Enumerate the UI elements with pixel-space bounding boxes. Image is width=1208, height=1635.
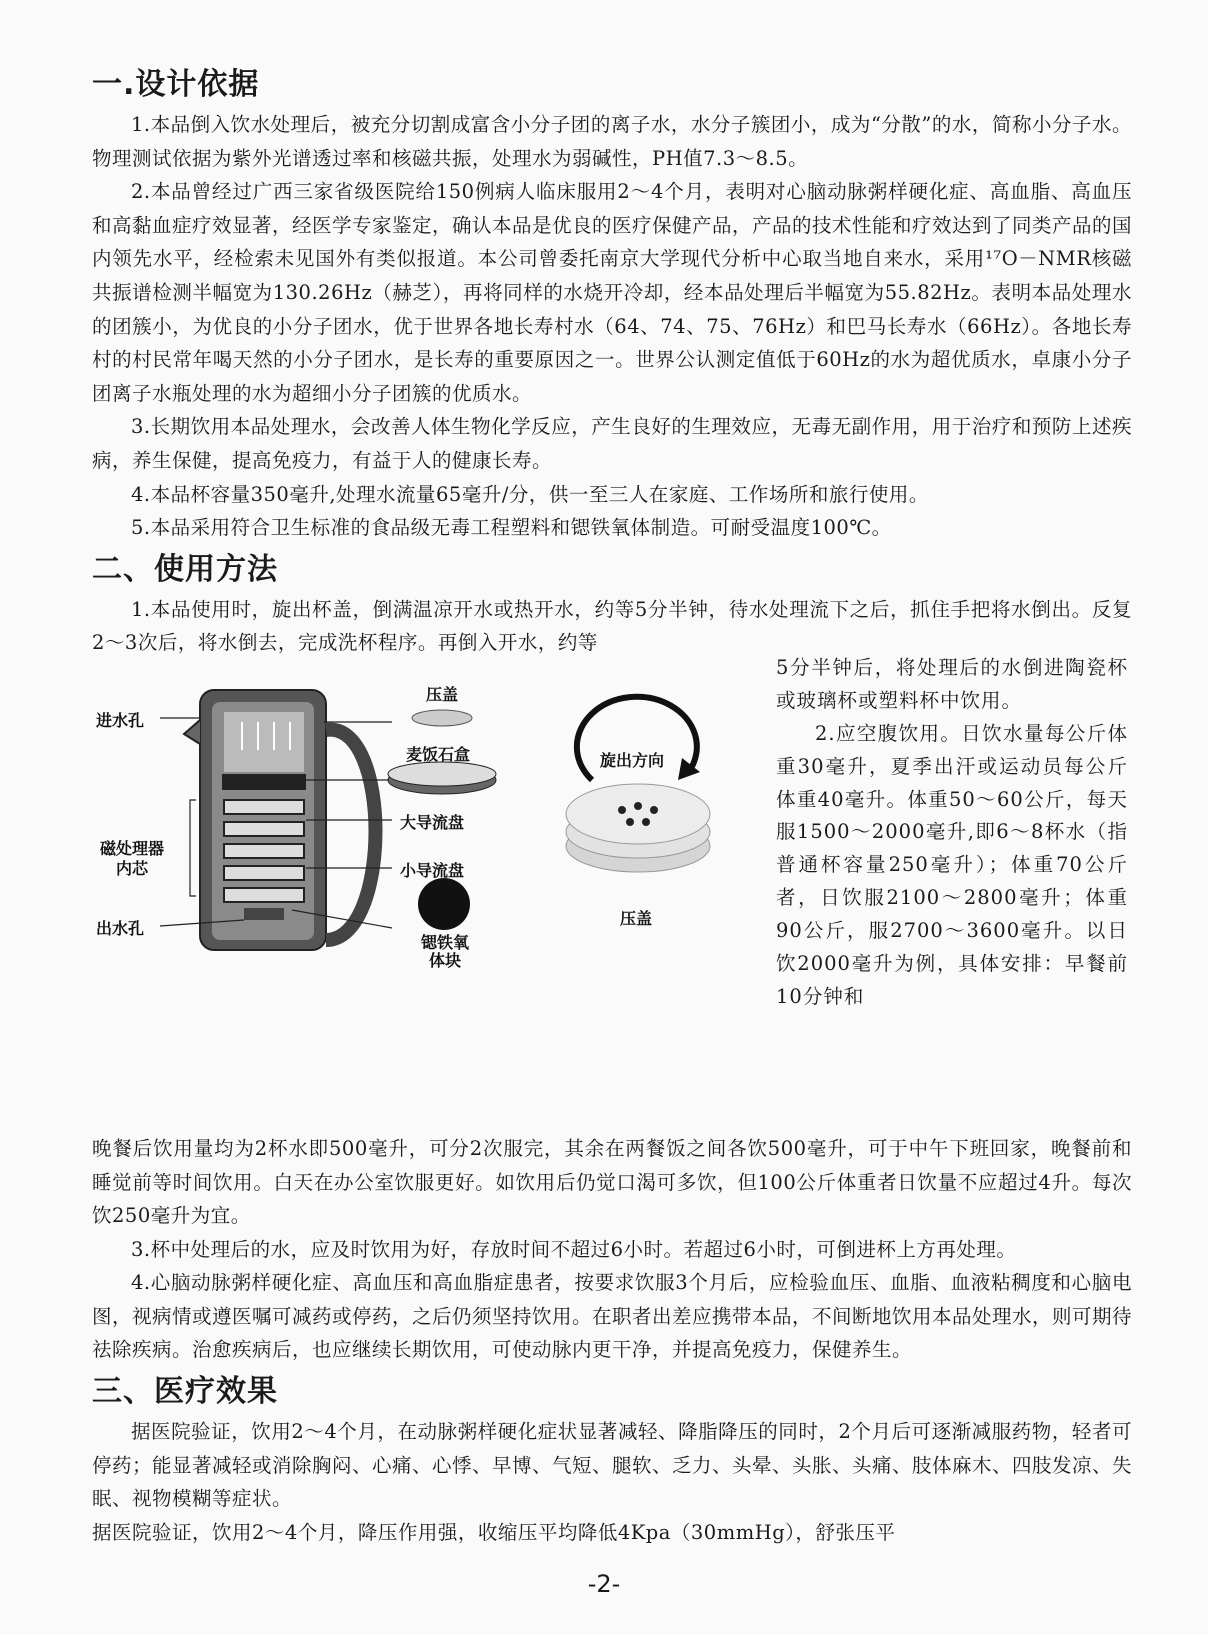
label-core-line2: 内芯 — [115, 858, 148, 878]
side-text-column — [776, 652, 1128, 1014]
paragraph: 据医院验证，饮用2～4个月，降压作用强，收缩压平均降低4Kpa（30mmHg），舒张压平 — [92, 1520, 896, 1544]
paragraph: 3.长期饮用本品处理水，会改善人体生物化学反应，产生良好的生理效应，无毒无副作用，用于治疗和预防上述疾病，养生保健，提高免疫力，有益于人的健康长寿。 — [92, 415, 1132, 472]
label-rotate-direction: 旋出方向 — [600, 750, 665, 770]
paragraph-continuation: 晚餐后饮用量均为2杯水即500毫升，可分2次服完，其余在两餐饭之间各饮500毫升，可于中午下班回家，晚餐前和睡觉前等时间饮用。白天在办公室饮服更好。如饮用后仍觉口渴可多饮，但100公斤体重者日饮量不应超过4升。每次饮250毫升为宜。 — [92, 1136, 1132, 1228]
paragraph: 4.本品杯容量350毫升,处理水流量65毫升/分，供一至三人在家庭、工作场所和旅行使用。 — [131, 482, 929, 506]
side-paragraph-a: 5分半钟后，将处理后的水倒进陶瓷杯或玻璃杯或塑料杯中饮用。 — [776, 655, 1128, 712]
paragraph: 4.心脑动脉粥样硬化症、高血压和高血脂症患者，按要求饮服3个月后，应检验血压、血脂、血液粘稠度和心脑电图，视病情或遵医嘱可减药或停药，之后仍须坚持饮用。在职者出差应携带本品，不间断地饮用本品处理水，则可期待祛除疾病。治愈疾病后，也应继续长期饮用，可使动脉内更干净，并提高免疫力，保健养生。 — [92, 1271, 1133, 1362]
paragraph: 2.本品曾经过广西三家省级医院给150例病人临床服用2～4个月，表明对心脑动脉粥样硬化症、高血脂、高血压和高黏血症疗效显著，经医学专家鉴定，确认本品是优良的医疗保健产品，产品的技术性能和疗效达到了同类产品的国内领先水平，经检索未见国外有类似报道。本公司曾委托南京大学现代分析中心取当地自来水，采用¹⁷O－NMR核磁共振谱检测半幅宽为130.26Hz（赫芝），再将同样的水烧开冷却，经本品处理后半幅宽为55.82Hz。表明本品处理水的团簇小，为优良的小分子团水，优于世界各地长寿村水（64、74、75、76Hz）和巴马长寿水（66Hz）。各地长寿村的村民常年喝天然的小分子团水，是长寿的重要原因之一。世界公认测定值低于60Hz的水为超优质水，卓康小分子团离子水瓶处理的水为超细小分子团簇的优质水。 — [92, 180, 1133, 405]
label-cap-bottom: 压盖 — [620, 908, 653, 928]
label-outlet: 出水孔 — [96, 918, 145, 938]
ferrite-block-illustration — [418, 878, 470, 930]
paragraph: 5.本品采用符合卫生标准的食品级无毒工程塑料和锶铁氧体制造。可耐受温度100℃。 — [131, 516, 892, 540]
outlet-base — [244, 908, 284, 920]
figure-and-side-text — [92, 655, 1132, 1132]
cap-illustration — [412, 710, 472, 726]
paragraph: 1.本品倒入饮水处理后，被充分切割成富含小分子团的离子水，水分子簇团小，成为“分散”的水，简称小分子水。物理测试依据为紫外光谱透过率和核磁共振，处理水为弱碱性，PH值7.3～8.5。 — [92, 113, 1132, 170]
section-heading-medical-effect: 三、医疗效果 — [92, 1374, 278, 1410]
section-heading-design-basis: 一.设计依据 — [92, 67, 260, 102]
label-inlet: 进水孔 — [96, 710, 145, 730]
label-ferrite-line1: 锶铁氧 — [420, 932, 469, 952]
page-content — [92, 60, 1132, 1549]
label-core-line1: 磁处理器 — [99, 838, 164, 858]
label-big-disc: 大导流盘 — [400, 812, 465, 832]
section-heading-usage: 二、使用方法 — [92, 551, 278, 587]
label-stone-box: 麦饭石盒 — [406, 744, 471, 764]
paragraph: 据医院验证，饮用2～4个月，在动脉粥样硬化症状显著减轻、降脂降压的同时，2个月后可逐渐减服药物，轻者可停药；能显著减轻或消除胸闷、心痛、心悸、早博、气短、腿软、乏力、头晕、头胀、头痛、肢体麻木、四肢发凉、失眠、视物模糊等症状。 — [92, 1420, 1133, 1511]
page-number: -2- — [587, 1570, 621, 1598]
paragraph: 1.本品使用时，旋出杯盖，倒满温凉开水或热开水，约等5分半钟，待水处理流下之后，抓住手把将水倒出。反复2～3次后，将水倒去，完成洗杯程序。再倒入开水，约等 — [92, 597, 1132, 655]
stone-box-layer — [222, 774, 306, 790]
water-chamber — [224, 712, 304, 772]
product-diagram — [92, 660, 752, 970]
label-cap: 压盖 — [426, 684, 459, 704]
label-small-disc: 小导流盘 — [400, 860, 465, 880]
paragraph: 3.杯中处理后的水，应及时饮用为好，存放时间不超过6小时。若超过6小时，可倒进杯上方再处理。 — [131, 1237, 1017, 1261]
label-ferrite-line2: 体块 — [428, 950, 461, 970]
cup-spout — [184, 720, 200, 744]
cup-handle — [326, 730, 376, 940]
side-paragraph-b: 2.应空腹饮用。日饮水量每公斤体重30毫升，夏季出汗或运动员每公斤体重40毫升。体重50～60公斤，每天服1500～2000毫升,即6～8杯水（指普通杯容量250毫升）；体重70公斤者，日饮服2100～2800毫升；体重90公斤，服2700～3600毫升。以日饮2000毫升为例，具体安排：早餐前10分钟和 — [776, 721, 1128, 1008]
